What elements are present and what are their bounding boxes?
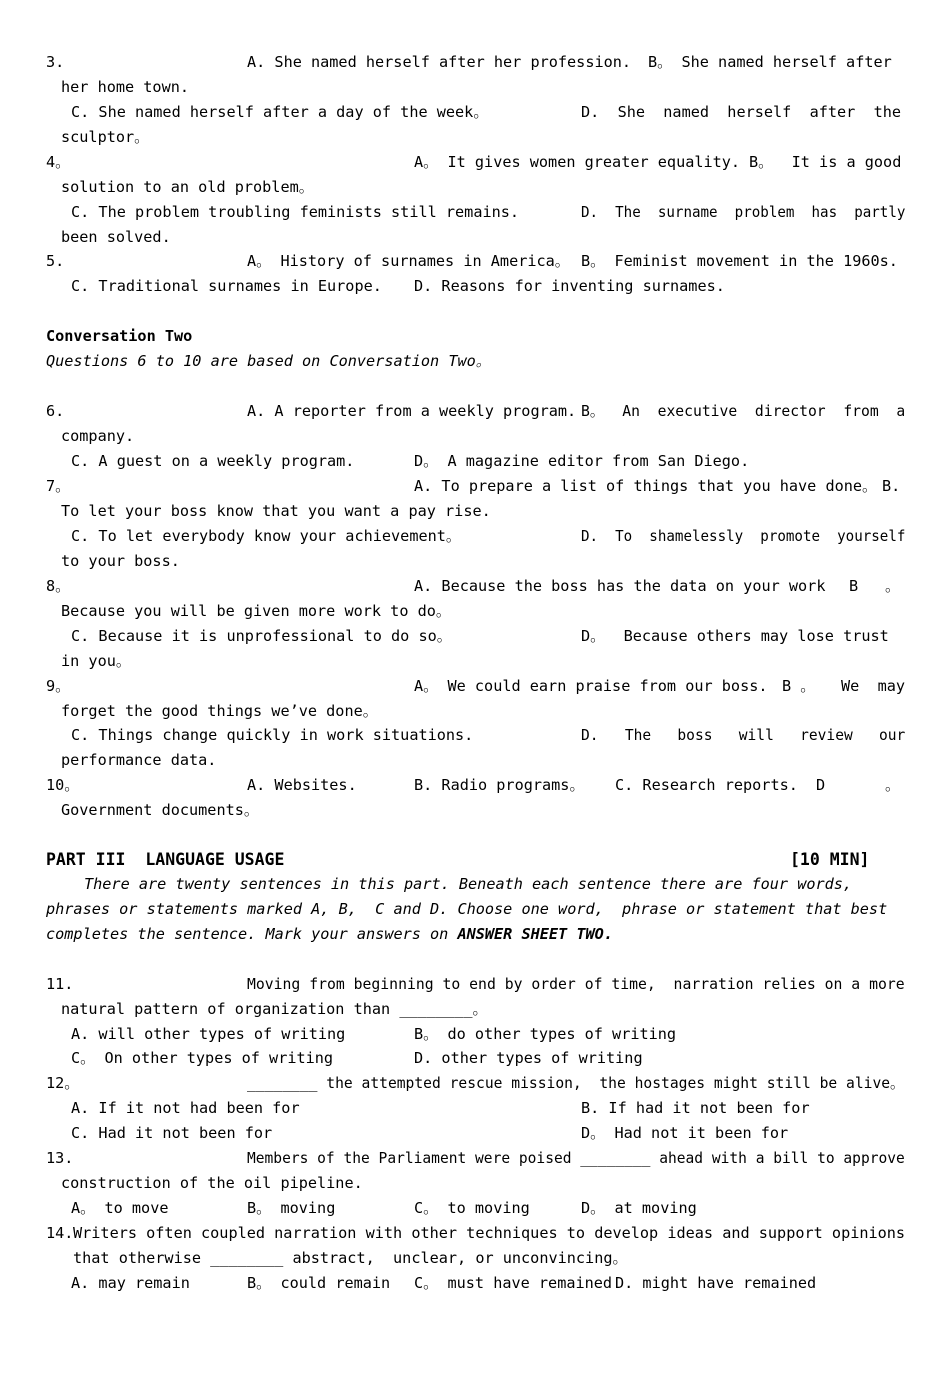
q7-option-d: D. To shamelessly promote yourself — [581, 527, 906, 545]
q8-option-b-cont: Because you will be given more work to do。 — [61, 602, 452, 620]
q13-option-a: A。 to move — [71, 1199, 169, 1217]
q14-option-c: C。 must have remained — [414, 1274, 613, 1292]
q9-option-c: C. Things change quickly in work situations. — [71, 726, 474, 744]
q12-line2 — [0, 1096, 950, 1121]
q11-line2 — [0, 997, 950, 1022]
q12-option-c: C. Had it not been for — [71, 1124, 273, 1142]
q7-option-a: A. To prepare a list of things that you have done。 — [414, 477, 878, 495]
part3-heading — [0, 847, 950, 872]
q13-option-b: B。 moving — [247, 1199, 336, 1217]
q4-option-b: B。 It is a good — [749, 153, 902, 171]
q8-option-c: C. Because it is unprofessional to do so。 — [71, 627, 452, 645]
q7-option-b: B. — [882, 477, 901, 495]
q10-option-a: A. Websites. — [247, 776, 357, 794]
q14-option-a: A. may remain — [71, 1274, 190, 1292]
q11-line3 — [0, 1022, 950, 1047]
q9-line2 — [0, 699, 950, 724]
q11-line4 — [0, 1046, 950, 1071]
q3-option-b-cont: her home town. — [61, 78, 190, 96]
part3-instruction-1: There are twenty sentences in this part. Beneath each sentence there are four words, — [84, 875, 853, 893]
part3-time: [10 MIN] — [790, 850, 870, 869]
part3-instruction-2: phrases or statements marked A, B, C and D. Choose one word, phrase or statement that best — [46, 900, 888, 918]
q11-number: 11. — [46, 975, 74, 993]
q5-option-d: D. Reasons for inventing surnames. — [414, 277, 725, 295]
part3-instruction-3-text: completes the sentence. Mark your answers on — [46, 925, 458, 943]
q3-option-c: C. She named herself after a day of the week。 — [71, 103, 489, 121]
q8-number: 8。 — [46, 577, 71, 595]
q9-option-b-tail: We may — [841, 677, 906, 695]
q4-line4 — [0, 225, 950, 250]
q8-line4 — [0, 649, 950, 674]
q10-option-b: B. Radio programs。 — [414, 776, 585, 794]
q14-stem-cont: that otherwise ________ abstract, unclear, or unconvincing。 — [73, 1249, 628, 1267]
q4-line1 — [0, 150, 950, 175]
q5-option-c: C. Traditional surnames in Europe. — [71, 277, 382, 295]
q8-option-d-cont: in you。 — [61, 652, 132, 670]
conversation-two-title: Conversation Two — [46, 327, 193, 345]
q5-line2 — [0, 274, 950, 299]
q12-line1 — [0, 1071, 950, 1096]
q7-option-c: C. To let everybody know your achievement。 — [71, 527, 462, 545]
q12-option-a: A. If it not had been for — [71, 1099, 300, 1117]
q8-option-b: B — [849, 577, 859, 595]
q11-option-a: A. will other types of writing — [71, 1025, 346, 1043]
q3-option-d: D. She named herself after the — [581, 103, 902, 121]
q4-option-b-cont: solution to an old problem。 — [61, 178, 314, 196]
q7-line3 — [0, 524, 950, 549]
q13-stem-cont: construction of the oil pipeline. — [61, 1174, 363, 1192]
q14-option-b: B。 could remain — [247, 1274, 391, 1292]
q14-line3 — [0, 1271, 950, 1296]
q8-option-b-dot: 。 — [885, 577, 901, 595]
q5-line1 — [0, 249, 950, 274]
q10-line1 — [0, 773, 950, 798]
q9-line3 — [0, 723, 950, 748]
q3-line1 — [0, 50, 950, 75]
q3-line3 — [0, 100, 950, 125]
q9-option-a: A。 We could earn praise from our boss. — [414, 677, 768, 695]
q3-option-a: A. She named herself after her profession. — [247, 53, 632, 71]
q12-option-b: B. If had it not been for — [581, 1099, 810, 1117]
q6-number: 6. — [46, 402, 65, 420]
part3-instructions-line2 — [0, 897, 950, 922]
q3-option-d-cont: sculptor。 — [61, 128, 150, 146]
q14-line2 — [0, 1246, 950, 1271]
q4-line3 — [0, 200, 950, 225]
q4-line2 — [0, 175, 950, 200]
q4-option-a: A。 It gives women greater equality. — [414, 153, 741, 171]
q14-line1 — [0, 1221, 950, 1246]
q4-option-d: D. The surname problem has partly — [581, 203, 906, 221]
q13-line2 — [0, 1171, 950, 1196]
q8-line2 — [0, 599, 950, 624]
conversation-two-intro: Questions 6 to 10 are based on Conversation Two。 — [46, 352, 491, 370]
q13-line3 — [0, 1196, 950, 1221]
q9-option-d-cont: performance data. — [61, 751, 217, 769]
q12-stem: ________ the attempted rescue mission, the hostages might still be alive。 — [247, 1074, 905, 1092]
q3-line4 — [0, 125, 950, 150]
q7-option-d-cont: to your boss. — [61, 552, 180, 570]
q6-line2 — [0, 424, 950, 449]
q10-number: 10。 — [46, 776, 80, 794]
q10-option-d-dot: 。 — [885, 776, 901, 794]
part3-instructions-line3 — [0, 922, 950, 947]
q14-stem: Writers often coupled narration with other techniques to develop ideas and support opinions — [73, 1224, 906, 1242]
q9-option-b-cont: forget the good things we’ve done。 — [61, 702, 378, 720]
q7-line1 — [0, 474, 950, 499]
q6-option-b: B。 An executive director from a — [581, 402, 906, 420]
q3-line2 — [0, 75, 950, 100]
q5-option-a: A。 History of surnames in America。 — [247, 252, 570, 270]
q7-line4 — [0, 549, 950, 574]
q7-option-b-cont: To let your boss know that you want a pay rise. — [61, 502, 491, 520]
q11-option-c: C。 On other types of writing — [71, 1049, 334, 1067]
q10-option-d: D — [816, 776, 826, 794]
q11-stem-cont: natural pattern of organization than ________。 — [61, 1000, 488, 1018]
conversation-two-heading — [0, 324, 950, 349]
q4-number: 4。 — [46, 153, 71, 171]
q11-option-b: B。 do other types of writing — [414, 1025, 677, 1043]
conversation-two-intro-line — [0, 349, 950, 374]
q6-line3 — [0, 449, 950, 474]
q10-option-c: C. Research reports. — [615, 776, 798, 794]
q8-line1 — [0, 574, 950, 599]
part3-instruction-3 — [46, 922, 613, 947]
q12-number: 12。 — [46, 1074, 80, 1092]
q8-option-d: D。 Because others may lose trust — [581, 627, 889, 645]
q6-option-c: C. A guest on a weekly program. — [71, 452, 355, 470]
q13-option-d: D。 at moving — [581, 1199, 697, 1217]
q11-option-d: D. other types of writing — [414, 1049, 643, 1067]
q8-option-a: A. Because the boss has the data on your work — [414, 577, 826, 595]
q3-option-b: B。 She named herself after — [648, 53, 892, 71]
q9-option-d: D. The boss will review our — [581, 726, 906, 744]
q8-line3 — [0, 624, 950, 649]
q14-number: 14. — [46, 1224, 74, 1242]
q9-number: 9。 — [46, 677, 71, 695]
q11-line1 — [0, 972, 950, 997]
q7-number: 7。 — [46, 477, 71, 495]
q14-option-d: D. might have remained — [615, 1274, 817, 1292]
q13-number: 13. — [46, 1149, 74, 1167]
q5-number: 5. — [46, 252, 65, 270]
q9-option-b: B 。 — [782, 677, 816, 695]
q13-stem: Members of the Parliament were poised ________ ahead with a bill to approve — [247, 1149, 905, 1167]
q6-option-b-cont: company. — [61, 427, 135, 445]
q13-line1 — [0, 1146, 950, 1171]
part3-instructions-line1 — [0, 872, 950, 897]
answer-sheet-two-label: ANSWER SHEET TWO. — [457, 925, 613, 943]
q12-line3 — [0, 1121, 950, 1146]
q6-option-a: A. A reporter from a weekly program. — [247, 402, 577, 420]
q9-line1 — [0, 674, 950, 699]
q10-line2 — [0, 798, 950, 823]
q13-option-c: C。 to moving — [414, 1199, 530, 1217]
q9-line4 — [0, 748, 950, 773]
q11-stem: Moving from beginning to end by order of time, narration relies on a more — [247, 975, 905, 993]
q3-number: 3. — [46, 53, 65, 71]
q7-line2 — [0, 499, 950, 524]
q6-option-d: D。 A magazine editor from San Diego. — [414, 452, 750, 470]
q10-option-d-cont: Government documents。 — [61, 801, 260, 819]
q4-option-d-cont: been solved. — [61, 228, 171, 246]
q4-option-c: C. The problem troubling feminists still remains. — [71, 203, 520, 221]
part3-title: PART III LANGUAGE USAGE — [46, 850, 285, 869]
q6-line1 — [0, 399, 950, 424]
q5-option-b: B。 Feminist movement in the 1960s. — [581, 252, 898, 270]
q12-option-d: D。 Had not it been for — [581, 1124, 789, 1142]
